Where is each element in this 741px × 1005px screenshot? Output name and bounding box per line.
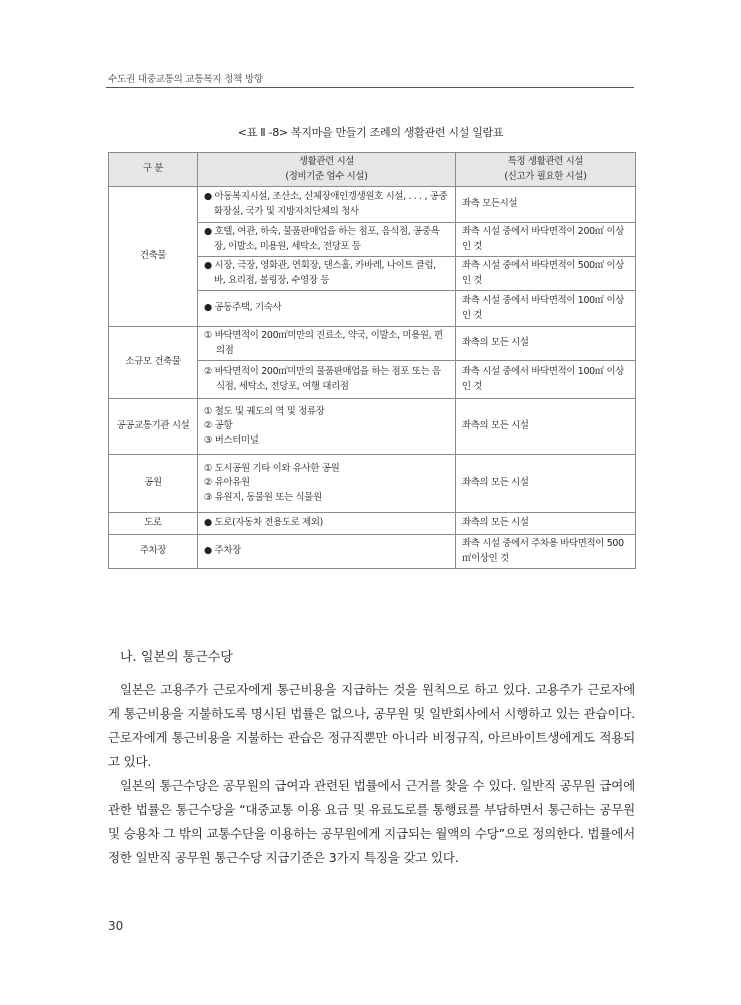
facility-item: ● 주차장: [204, 545, 241, 557]
facility-cell: [198, 327, 456, 361]
table-row: [109, 535, 636, 569]
special-facility-cell: 좌측의 모든 시설: [456, 513, 636, 535]
special-facility-cell: 좌측 시설 중에서 주차용 바닥면적이 500㎡이상인 것: [456, 535, 636, 569]
category-cell: [109, 327, 198, 399]
category-label: 소규모 건축물: [125, 356, 181, 368]
category-label: 건축물: [139, 250, 167, 262]
special-facility-cell: 좌측 모든시설: [456, 187, 636, 223]
table-row: [109, 327, 636, 361]
header-facility-line1: 생활관련 시설: [298, 156, 355, 167]
body-text: [108, 678, 635, 870]
category-label: 공원: [144, 477, 162, 489]
special-facility-cell: 좌측의 모든 시설: [456, 327, 636, 361]
table-row: [109, 399, 636, 455]
special-facility-cell: 좌측 시설 중에서 바닥면적이 200㎡ 이상인 것: [456, 223, 636, 257]
facility-cell: [198, 455, 456, 513]
facility-item: ① 도시공원 기타 이와 유사한 공원: [204, 462, 340, 474]
header-special: [456, 153, 636, 187]
facility-cell: [198, 513, 456, 535]
facility-item: ● 도로(자동차 전용도로 제외): [204, 517, 323, 529]
category-label: 주차장: [139, 545, 167, 557]
section-heading: 나. 일본의 통근수당: [120, 650, 233, 665]
table-row: [109, 455, 636, 513]
facility-item: ② 바닥면적이 200㎡미만의 물품판매업을 하는 점포 또는 음식점, 세탁소, 전당포, 여행 대리점: [204, 366, 441, 392]
category-cell: [109, 535, 198, 569]
category-label: 도로: [144, 517, 162, 529]
special-facility-cell: 좌측 시설 중에서 바닥면적이 100㎡ 이상인 것: [456, 361, 636, 399]
header-facility-line2: (정비기준 엄수 시설): [285, 170, 368, 182]
facility-item: ② 유아유원: [204, 477, 250, 489]
header-rule: [106, 87, 634, 88]
table-body: [109, 187, 636, 569]
facility-cell: [198, 291, 456, 327]
facility-cell: [198, 257, 456, 291]
facility-cell: [198, 361, 456, 399]
facility-cell: [198, 535, 456, 569]
facility-item: ③ 유원지, 동물원 또는 식물원: [204, 491, 322, 503]
facility-cell: [198, 223, 456, 257]
facility-item: ③ 버스터미널: [204, 434, 259, 446]
page-number: 30: [108, 919, 124, 933]
category-cell: [109, 399, 198, 455]
header-category: 구 분: [109, 153, 198, 187]
facility-item: ② 공항: [204, 420, 233, 432]
table-caption: <표 Ⅱ -8> 복지마을 만들기 조례의 생활관련 시설 일람표: [237, 126, 504, 139]
special-facility-cell: 좌측 시설 중에서 바닥면적이 500㎡ 이상인 것: [456, 257, 636, 291]
table-row: [109, 513, 636, 535]
table-header-row: [109, 153, 636, 187]
facility-item: ① 철도 및 궤도의 역 및 정류장: [204, 405, 325, 417]
header-special-line2: (신고가 필요한 시설): [504, 170, 587, 182]
facility-item: ● 공동주택, 기숙사: [204, 302, 282, 314]
category-cell: [109, 455, 198, 513]
facility-item: ① 바닥면적이 200㎡미만의 진료소, 약국, 이발소, 미용원, 편의점: [204, 330, 443, 356]
facility-table: [108, 152, 636, 569]
paragraph: 일본의 통근수당은 공무원의 급여과 관련된 법률에서 근거를 찾을 수 있다. 일반직 공무원 급여에 관한 법률은 통근수당을 “대중교통 이용 요금 및 유료도로를 통행료를 부담하면서 통근하는 공무원 및 승용차 그 밖의 교통수단을 이용하는 공무원에게 지급되는 월액의 수당”으로 정의한다. 법률에서 정한 일반직 공무원 통근수당 지급기준은 3가지 특징을 갖고 있다.: [108, 778, 635, 865]
category-cell: [109, 187, 198, 327]
facility-item: ● 시장, 극장, 영화관, 연회장, 댄스홀, 카바레, 나이트 클럽, 바, 요리점, 볼링장, 수영장 등: [204, 260, 436, 286]
header-special-line1: 특정 생활관련 시설: [507, 156, 584, 167]
facility-item: ● 호텔, 여관, 하숙, 물품판매업을 하는 점포, 음식점, 공중욕장, 이발소, 미용원, 세탁소, 전당포 등: [204, 226, 440, 252]
special-facility-cell: 좌측의 모든 시설: [456, 399, 636, 455]
facility-cell: [198, 187, 456, 223]
facility-item: ● 아동복지시설, 조산소, 신체장애인갱생원호 시설, . . . , 공중화장실, 국가 및 지방자치단체의 청사: [204, 191, 448, 217]
category-label: 공공교통기관 시설: [116, 420, 190, 432]
header-facility: [198, 153, 456, 187]
facility-cell: [198, 399, 456, 455]
paragraph: 일본은 고용주가 근로자에게 통근비용을 지급하는 것을 원칙으로 하고 있다. 고용주가 근로자에게 통근비용을 지불하도록 명시된 법률은 없으나, 공무원 및 일반회사에서 시행하고 있는 관습이다. 근로자에게 통근비용을 지불하는 관습은 정규직뿐만 아니라 비정규직, 아르바이트생에게도 적용되고 있다.: [108, 682, 635, 769]
table-row: [109, 187, 636, 223]
running-head: 수도권 대중교통의 교통복지 정책 방향: [108, 74, 263, 85]
category-cell: [109, 513, 198, 535]
special-facility-cell: 좌측 시설 중에서 바닥면적이 100㎡ 이상인 것: [456, 291, 636, 327]
special-facility-cell: 좌측의 모든 시설: [456, 455, 636, 513]
